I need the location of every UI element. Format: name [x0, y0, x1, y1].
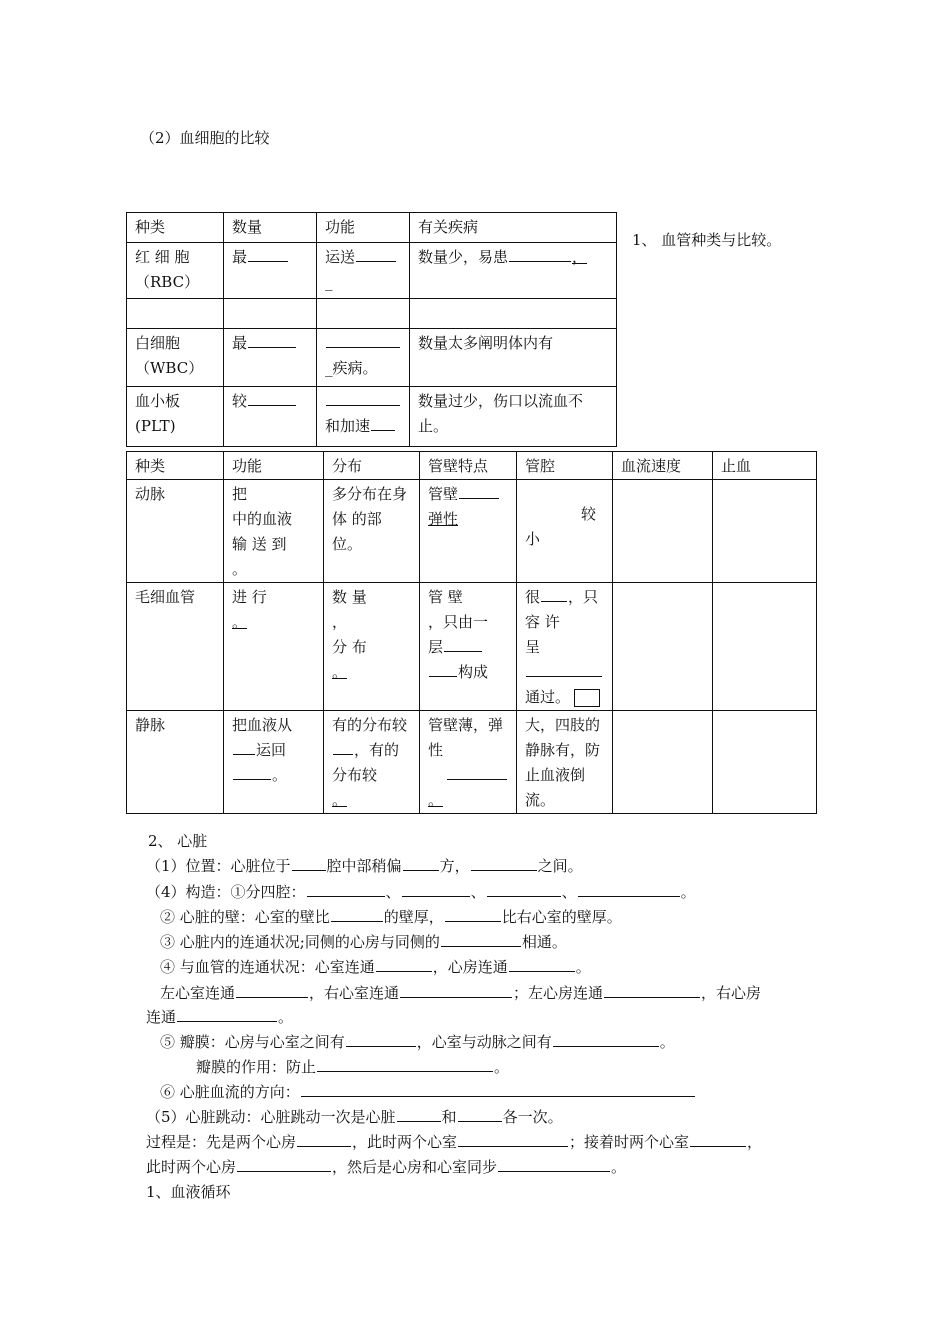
header-cell: 有关疾病 — [410, 213, 617, 243]
wbc-name: 白细胞 （WBC） — [127, 329, 224, 387]
table-row — [127, 329, 617, 387]
artery-function: 把 中的血液 输 送 到 。 — [224, 480, 324, 583]
heading-blood-cells: （2）血细胞的比较 — [140, 129, 270, 147]
heart-line-6: 左心室连通 ，右心室连通 ；左心房连通 ，右心房 — [160, 984, 762, 1002]
artery-distribution: 多分布在身 体 的部位。 — [324, 480, 420, 583]
capillary-wall: 管 壁 ，只由一 层 构成 — [420, 583, 517, 711]
header-cell: 种类 — [127, 213, 224, 243]
heart-line-3: ② 心脏的壁：心室的壁比 的壁厚， 比右心室的壁厚。 — [160, 908, 622, 926]
heart-line-4: ③ 心脏内的连通状况;同侧的心房与同侧的 相通。 — [160, 933, 567, 951]
table-row — [127, 583, 817, 711]
heart-line-13: 此时两个心房 ，然后是心房和心室同步 。 — [146, 1158, 627, 1176]
heart-line-5: ④ 与血管的连通状况：心室连通 ，心房连通 。 — [160, 958, 591, 976]
header-cell: 种类 — [127, 452, 224, 480]
heart-line-2: （4）构造：①分四腔： 、 、 、 。 — [146, 883, 696, 901]
vein-lumen: 大，四肢的静脉有，防止血液倒流。 — [517, 711, 613, 814]
heart-line-10: ⑥ 心脏血流的方向： — [160, 1080, 696, 1104]
capillary-lumen: 很 ，只 容 许 呈 通过。 — [517, 583, 613, 711]
artery-lumen: 较 小 — [517, 480, 613, 583]
artery-wall: 管壁 弹性 — [420, 480, 517, 583]
blood-vessel-table — [126, 451, 817, 814]
rbc-function: 运送 _ — [317, 243, 410, 299]
plt-name: 血小板 (PLT) — [127, 387, 224, 447]
heart-title: 2、 心脏 — [148, 832, 208, 850]
rbc-disease: 数量少，易患 ， — [410, 243, 617, 299]
heart-line-8: ⑤ 瓣膜：心房与心室之间有 ，心室与动脉之间有 。 — [160, 1033, 675, 1051]
table-row — [127, 243, 617, 299]
capillary-distribution: 数 量 ， 分 布 。 — [324, 583, 420, 711]
heart-line-1: （1）位置：心脏位于 腔中部稍偏 方， 之间。 — [146, 857, 583, 875]
rbc-amount: 最 — [224, 243, 317, 299]
header-cell: 功能 — [224, 452, 324, 480]
heart-line-14: 1、血液循环 — [146, 1183, 231, 1201]
heart-line-11: （5）心脏跳动：心脏跳动一次是心脏 和 各一次。 — [146, 1108, 563, 1126]
heart-line-12: 过程是：先是两个心房 ，此时两个心室 ；接着时两个心室 ， — [146, 1133, 763, 1151]
table-row — [127, 452, 817, 480]
wbc-function: _疾病。 — [317, 329, 410, 387]
vein-name: 静脉 — [127, 711, 224, 814]
plt-function: 和加速 — [317, 387, 410, 447]
wbc-disease: 数量太多阐明体内有 — [410, 329, 617, 387]
heading-vessels: 1、 血管种类与比较。 — [632, 231, 782, 249]
table-row — [127, 299, 617, 329]
capillary-name: 毛细血管 — [127, 583, 224, 711]
header-cell: 血流速度 — [613, 452, 713, 480]
vein-function: 把血液从 运回 。 — [224, 711, 324, 814]
header-cell: 管腔 — [517, 452, 613, 480]
header-cell: 管壁特点 — [420, 452, 517, 480]
vein-distribution: 有的分布较 ，有的分布较 。 — [324, 711, 420, 814]
table-row — [127, 213, 617, 243]
table-row — [127, 387, 617, 447]
header-cell: 功能 — [317, 213, 410, 243]
artery-name: 动脉 — [127, 480, 224, 583]
heart-line-9: 瓣膜的作用：防止 。 — [196, 1058, 510, 1076]
checkbox-box — [574, 689, 600, 707]
table-row — [127, 480, 817, 583]
plt-amount: 较 — [224, 387, 317, 447]
header-cell: 止血 — [713, 452, 817, 480]
header-cell: 分布 — [324, 452, 420, 480]
rbc-name: 红 细 胞 （RBC） — [127, 243, 224, 299]
vein-wall: 管壁薄，弹性 。 — [420, 711, 517, 814]
header-cell: 数量 — [224, 213, 317, 243]
plt-disease: 数量过少，伤口以流血不止。 — [410, 387, 617, 447]
table-row — [127, 711, 817, 814]
wbc-amount: 最 — [224, 329, 317, 387]
capillary-function: 进 行 。 — [224, 583, 324, 711]
blood-cell-table — [126, 212, 617, 447]
heart-line-7: 连通 。 — [146, 1008, 294, 1026]
